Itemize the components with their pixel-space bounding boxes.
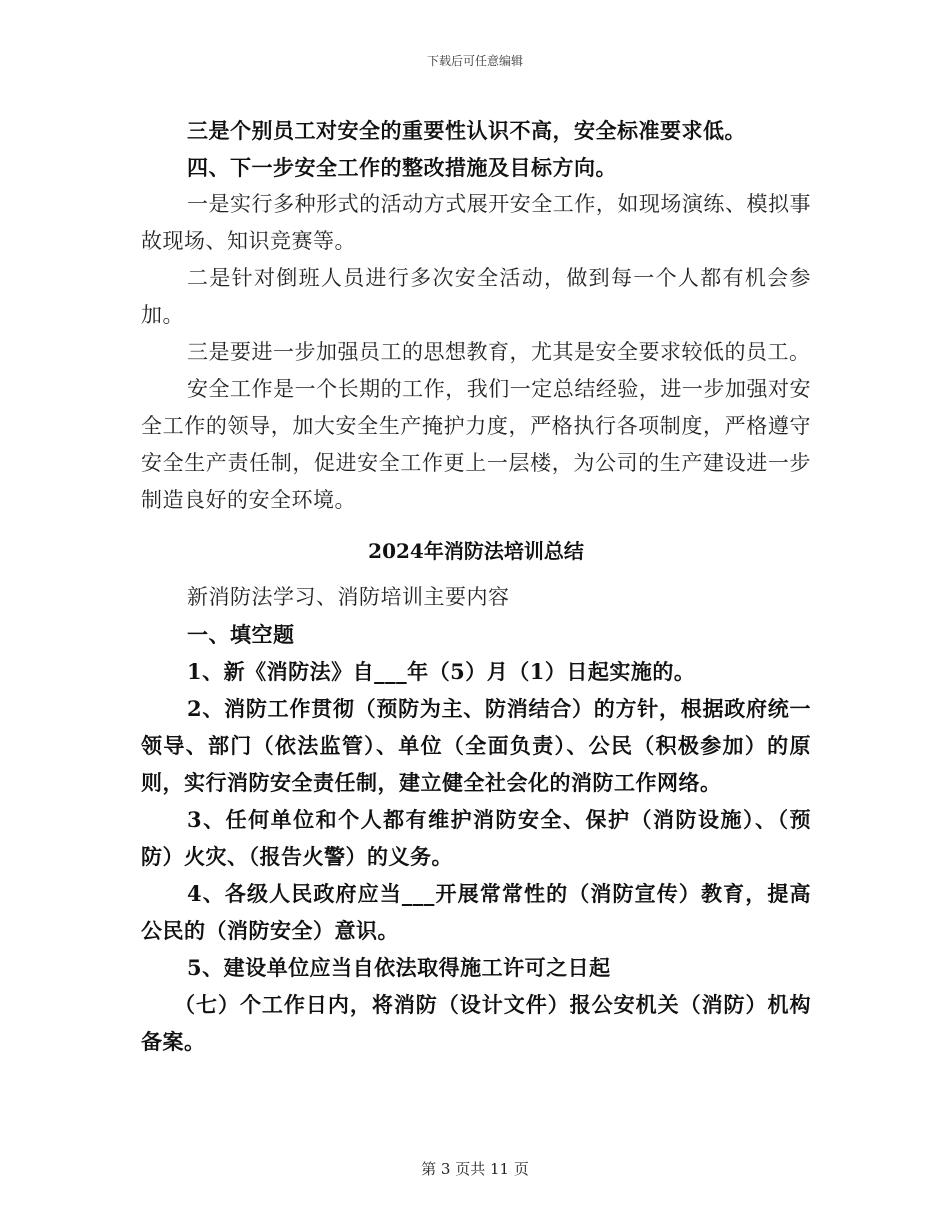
question-item: 2、消防工作贯彻（预防为主、防消结合）的方针，根据政府统一领导、部门（依法监管）、单位（全面负责）、公民（积极参加）的原则，实行消防安全责任制，建立健全社会化的消防工作网络。 xyxy=(141,696,811,795)
section-title: 2024年消防法培训总结 xyxy=(368,539,584,563)
section-heading: 一、填空题 xyxy=(187,622,295,647)
question-item: 5、建设单位应当自依法取得施工许可之日起 xyxy=(187,955,611,980)
paragraph: 三是个别员工对安全的重要性认识不高，安全标准要求低。 xyxy=(187,118,746,143)
question-item: 1、新《消防法》自___年（5）月（1）日起实施的。 xyxy=(187,659,696,684)
paragraph: 二是针对倒班人员进行多次安全活动，做到每一个人都有机会参加。 xyxy=(141,266,811,327)
page-header: 下载后可任意编辑 xyxy=(426,54,523,68)
paragraph: 新消防法学习、消防培训主要内容 xyxy=(187,585,510,609)
paragraph: 三是要进一步加强员工的思想教育，尤其是安全要求较低的员工。 xyxy=(187,340,811,364)
question-item: 4、各级人民政府应当___开展常常性的（消防宣传）教育，提高公民的（消防安全）意识。 xyxy=(141,881,811,943)
question-item: （七）个工作日内，将消防（设计文件）报公安机关（消防）机构备案。 xyxy=(141,992,811,1054)
section-heading: 四、下一步安全工作的整改措施及目标方向。 xyxy=(187,155,617,180)
paragraph: 安全工作是一个长期的工作，我们一定总结经验，进一步加强对安全工作的领导，加大安全生产掩护力度，严格执行各项制度，严格遵守安全生产责任制，促进安全工作更上一层楼，为公司的生产建设进一步制造良好的安全环境。 xyxy=(141,377,811,512)
question-item: 3、任何单位和个人都有维护消防安全、保护（消防设施）、（预防）火灾、（报告火警）的义务。 xyxy=(141,807,811,869)
page-footer: 第 3 页共 11 页 xyxy=(421,1160,529,1178)
paragraph: 一是实行多种形式的活动方式展开安全工作，如现场演练、模拟事故现场、知识竞赛等。 xyxy=(141,192,811,253)
document-body xyxy=(141,112,811,1060)
